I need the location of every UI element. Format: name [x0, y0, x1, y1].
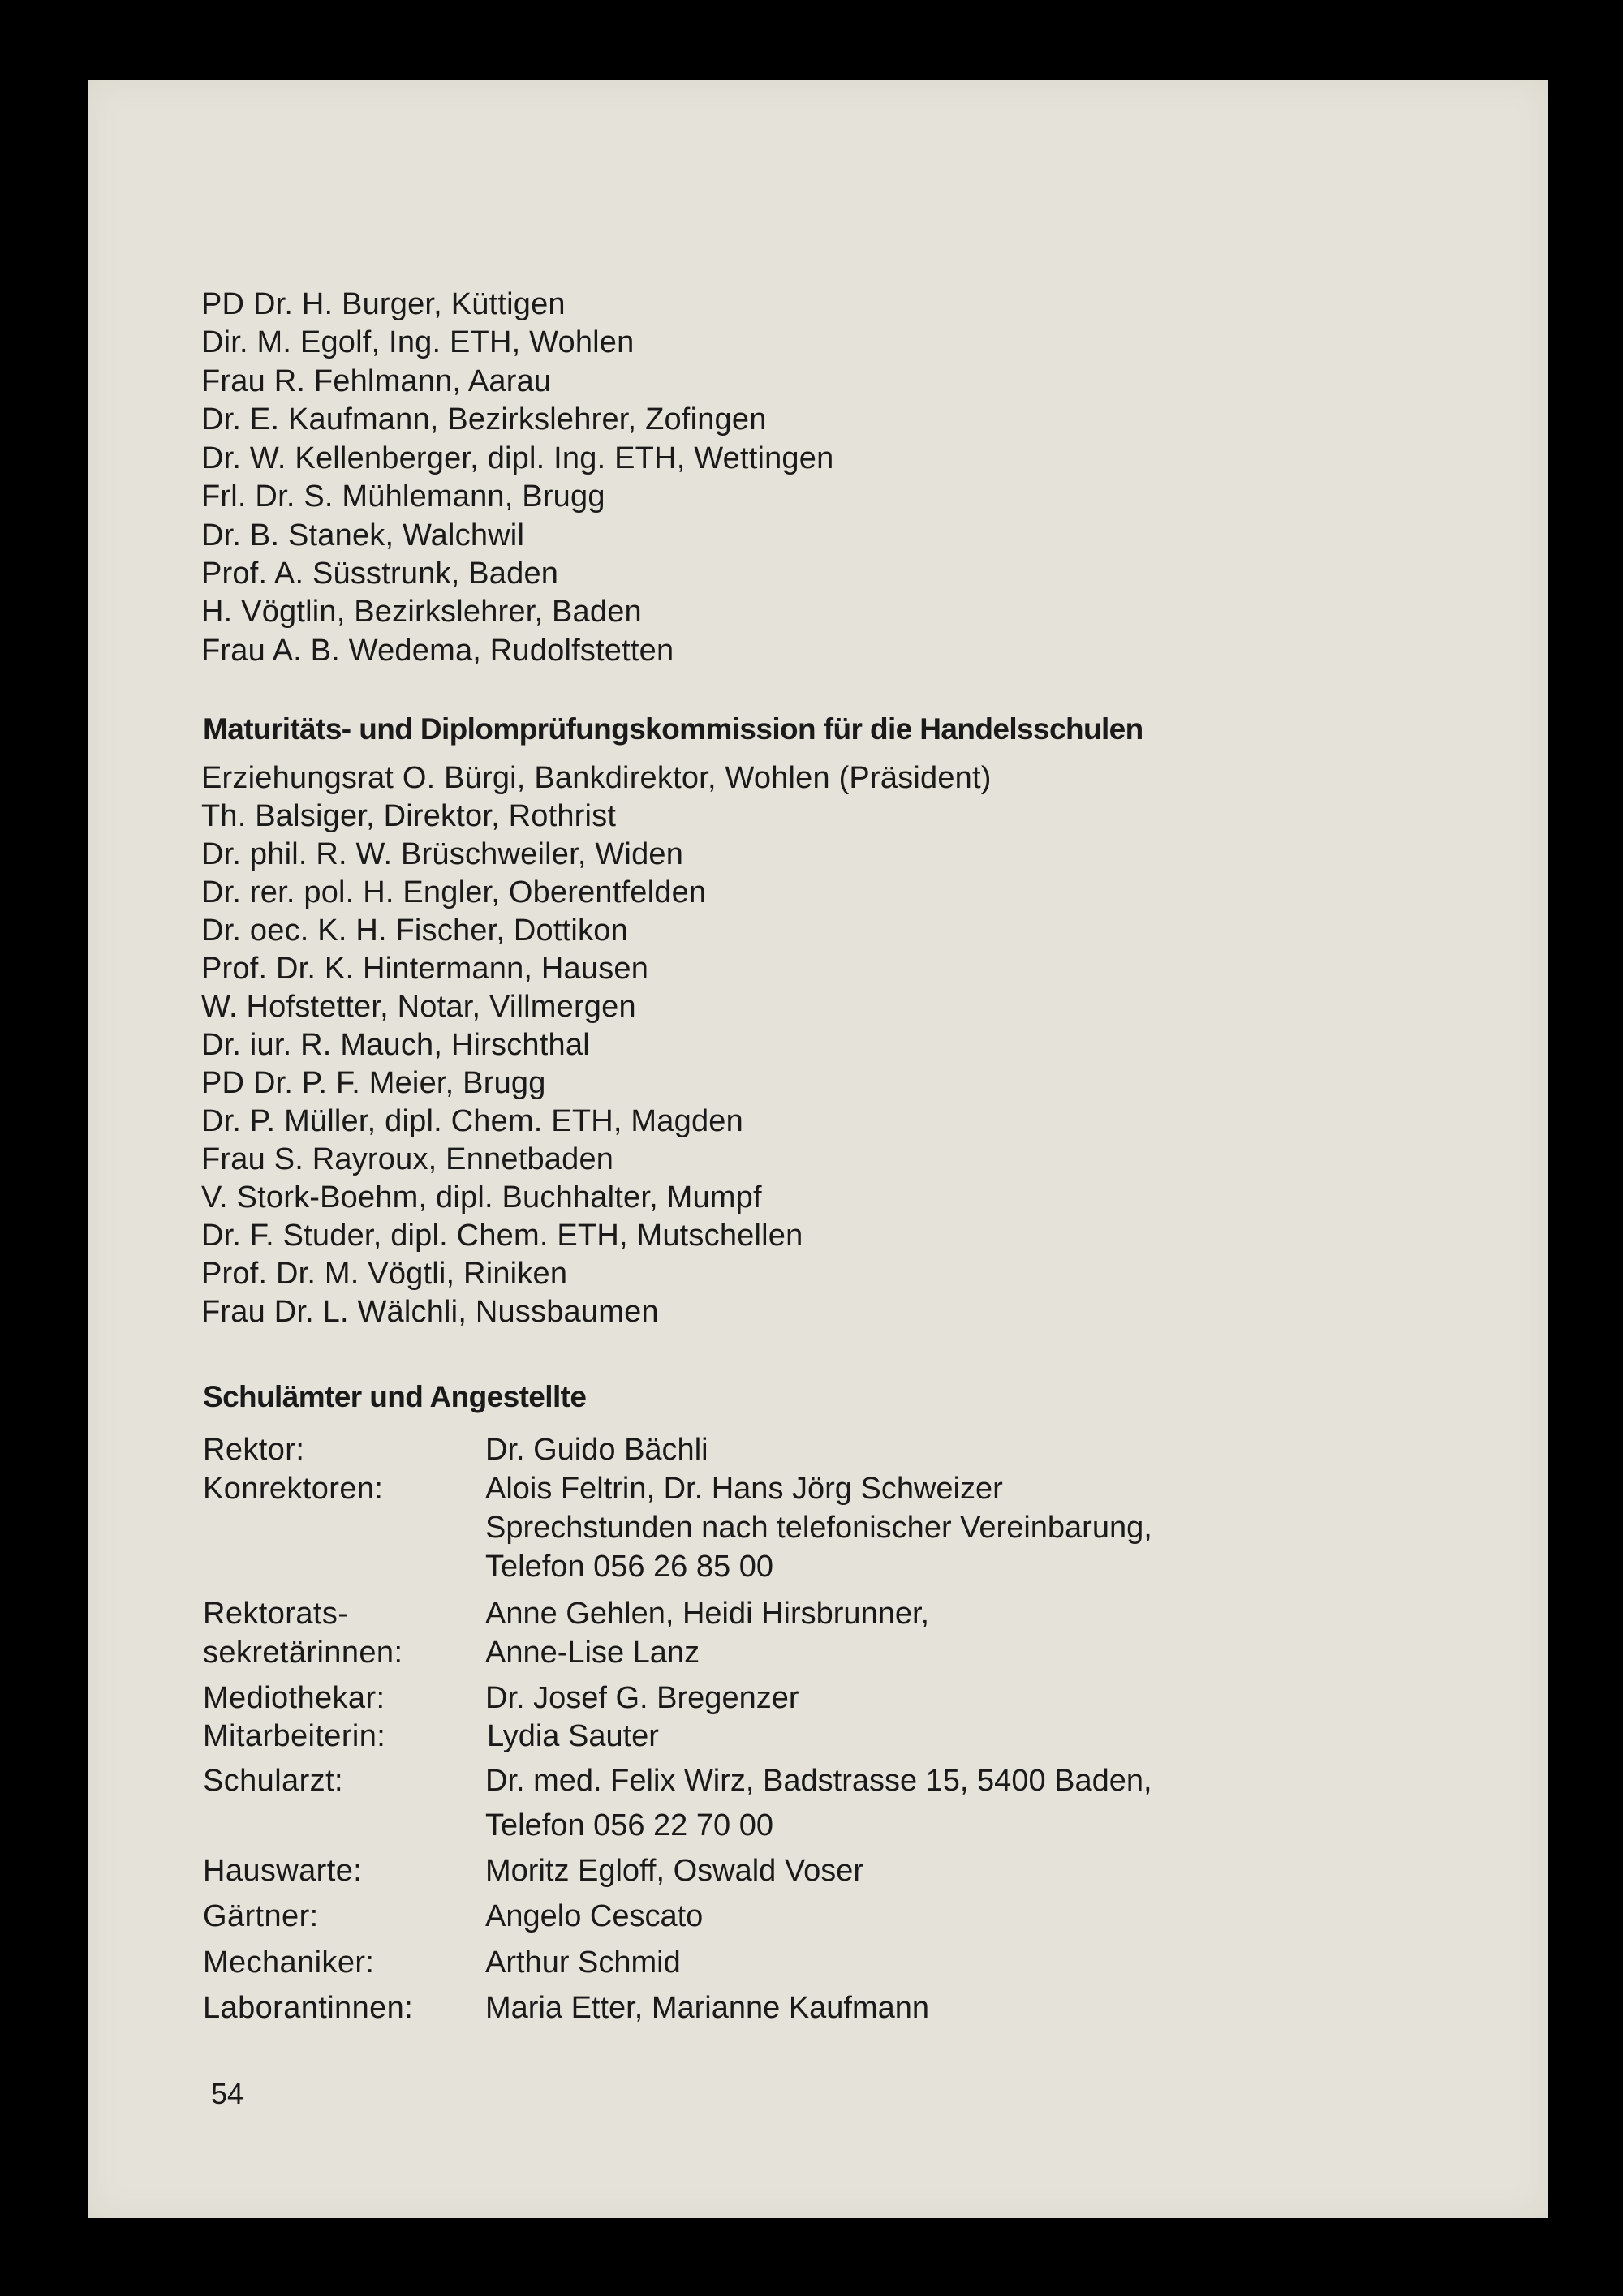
list-item: Dr. B. Stanek, Walchwil — [201, 518, 525, 553]
list-item: PD Dr. P. F. Meier, Brugg — [201, 1066, 546, 1100]
staff-value: Alois Feltrin, Dr. Hans Jörg Schweizer — [485, 1472, 1003, 1506]
list-item: Dir. M. Egolf, Ing. ETH, Wohlen — [201, 325, 635, 359]
staff-label: Mechaniker: — [203, 1946, 375, 1980]
staff-value: Anne-Lise Lanz — [485, 1636, 700, 1670]
list-item: Prof. A. Süsstrunk, Baden — [201, 557, 559, 591]
document-page — [88, 80, 1548, 2218]
list-item: PD Dr. H. Burger, Küttigen — [201, 287, 566, 321]
staff-value: Lydia Sauter — [487, 1719, 659, 1753]
staff-label: Mediothekar: — [203, 1681, 385, 1715]
staff-value: Dr. Josef G. Bregenzer — [485, 1681, 799, 1715]
staff-value: Telefon 056 26 85 00 — [485, 1550, 773, 1584]
list-item: Frau A. B. Wedema, Rudolfstetten — [201, 634, 674, 668]
staff-label: sekretärinnen: — [203, 1636, 403, 1670]
commission-heading: Maturitäts- und Diplomprüfungskommission für die Handelsschulen — [203, 712, 1143, 746]
staff-label: Rektorats- — [203, 1597, 349, 1631]
list-item: Frau S. Rayroux, Ennetbaden — [201, 1142, 614, 1176]
list-item: W. Hofstetter, Notar, Villmergen — [201, 990, 636, 1024]
list-item: Prof. Dr. M. Vögtli, Riniken — [201, 1257, 568, 1291]
list-item: Prof. Dr. K. Hintermann, Hausen — [201, 952, 649, 986]
staff-value: Dr. med. Felix Wirz, Badstrasse 15, 5400 Baden, — [485, 1764, 1152, 1798]
staff-label: Rektor: — [203, 1433, 305, 1467]
list-item: Frau R. Fehlmann, Aarau — [201, 364, 552, 398]
staff-value: Anne Gehlen, Heidi Hirsbrunner, — [485, 1597, 930, 1631]
list-item: V. Stork-Boehm, dipl. Buchhalter, Mumpf — [201, 1180, 762, 1215]
staff-label: Konrektoren: — [203, 1472, 384, 1506]
staff-label: Schularzt: — [203, 1764, 343, 1798]
list-item: Th. Balsiger, Direktor, Rothrist — [201, 799, 617, 833]
staff-label: Gärtner: — [203, 1899, 319, 1933]
list-item: Dr. W. Kellenberger, dipl. Ing. ETH, Wettingen — [201, 441, 834, 475]
staff-value: Dr. Guido Bächli — [485, 1433, 708, 1467]
list-item: Dr. P. Müller, dipl. Chem. ETH, Magden — [201, 1104, 743, 1138]
list-item: Dr. phil. R. W. Brüschweiler, Widen — [201, 837, 684, 871]
list-item: Dr. rer. pol. H. Engler, Oberentfelden — [201, 875, 707, 909]
list-item: H. Vögtlin, Bezirkslehrer, Baden — [201, 595, 642, 629]
list-item: Frau Dr. L. Wälchli, Nussbaumen — [201, 1295, 659, 1329]
staff-label: Mitarbeiterin: — [203, 1719, 386, 1753]
list-item: Dr. E. Kaufmann, Bezirkslehrer, Zofingen — [201, 402, 767, 436]
list-item: Dr. oec. K. H. Fischer, Dottikon — [201, 914, 628, 948]
staff-value: Maria Etter, Marianne Kaufmann — [485, 1991, 930, 2025]
list-item: Dr. iur. R. Mauch, Hirschthal — [201, 1028, 590, 1062]
list-item: Erziehungsrat O. Bürgi, Bankdirektor, Wohlen (Präsident) — [201, 761, 992, 795]
list-item: Frl. Dr. S. Mühlemann, Brugg — [201, 479, 605, 514]
staff-label: Hauswarte: — [203, 1854, 363, 1888]
staff-value: Arthur Schmid — [485, 1946, 681, 1980]
page-number: 54 — [211, 2077, 244, 2110]
staff-value: Angelo Cescato — [485, 1899, 704, 1933]
staff-heading: Schulämter und Angestellte — [203, 1380, 587, 1413]
staff-value: Moritz Egloff, Oswald Voser — [485, 1854, 864, 1888]
list-item: Dr. F. Studer, dipl. Chem. ETH, Mutschellen — [201, 1219, 803, 1253]
staff-value: Sprechstunden nach telefonischer Vereinbarung, — [485, 1511, 1152, 1545]
staff-label: Laborantinnen: — [203, 1991, 414, 2025]
staff-value: Telefon 056 22 70 00 — [485, 1808, 773, 1842]
